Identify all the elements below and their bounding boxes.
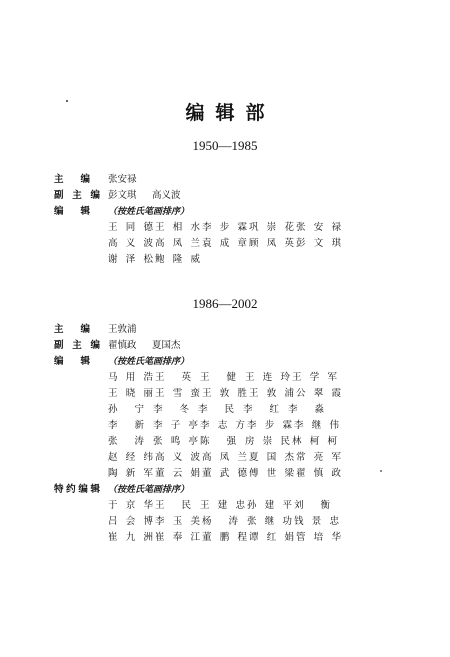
page-title: 编辑部 [185, 102, 276, 124]
person-name: 王民 [155, 500, 191, 511]
name-row [0, 220, 450, 236]
name-row [0, 450, 450, 466]
person-name: 管培华 [296, 532, 341, 543]
person-name: 李继伟 [294, 420, 339, 431]
role-label: 副主编 [54, 340, 100, 351]
chief-editor-row [0, 322, 450, 338]
person-name: 高义波 [152, 190, 181, 201]
person-name: 张安禄 [108, 174, 137, 185]
role-label: 编辑 [54, 356, 90, 367]
name-list [108, 402, 333, 418]
person-name: 李步霖 [247, 420, 292, 431]
person-name: 谭红娟 [249, 532, 294, 543]
person-name: 傅世梁 [249, 468, 294, 479]
person-name: 巩崇花 [249, 222, 294, 233]
role-label: 主编 [54, 174, 90, 185]
person-name: 翟慎政 [296, 468, 341, 479]
person-name: 李民 [198, 404, 234, 415]
name-row [0, 370, 450, 386]
person-name: 王相水 [155, 222, 200, 233]
person-name: 王敦浦 [249, 388, 294, 399]
name-row [0, 498, 450, 514]
person-name: 董云娟 [155, 468, 200, 479]
period-block-2 [0, 322, 450, 546]
name-list [108, 450, 343, 466]
name-list [108, 466, 343, 482]
person-name: 谢泽松 [108, 254, 153, 265]
person-name: 崔九洲 [108, 532, 153, 543]
person-name: 钱景忠 [294, 516, 339, 527]
special-editors-note-row [0, 482, 450, 498]
person-name: 王建忠 [200, 500, 245, 511]
person-name: 赵经纬 [108, 452, 153, 463]
name-row [0, 434, 450, 450]
name-list [108, 386, 343, 402]
person-name: 彭文琪 [108, 190, 137, 201]
person-name: 林柯柯 [292, 436, 337, 447]
name-row [0, 514, 450, 530]
person-name: 王健 [200, 372, 236, 383]
person-name: 张涛 [108, 436, 144, 447]
person-name: 翟慎政 [108, 340, 137, 351]
person-name: 陶新军 [108, 468, 153, 479]
person-name: 李步霖 [202, 222, 247, 233]
person-name: 李子亭 [153, 420, 198, 431]
name-list [108, 252, 202, 268]
name-list [108, 434, 339, 450]
special-editors-grid [0, 498, 450, 546]
person-name: 高凤兰 [202, 452, 247, 463]
name-row [0, 530, 450, 546]
name-row [0, 236, 450, 252]
role-label: 特约编辑 [54, 484, 100, 495]
role-label: 编辑 [54, 206, 90, 217]
name-list [108, 418, 341, 434]
person-name: 李红 [243, 404, 279, 415]
person-name: 李新 [108, 420, 144, 431]
person-name: 李淼 [288, 404, 324, 415]
person-name: 王雪蛮 [155, 388, 200, 399]
sort-note: （按姓氏笔画排序） [108, 357, 190, 367]
person-name: 高义波 [108, 238, 153, 249]
person-name: 公翠霞 [296, 388, 341, 399]
person-name: 王同德 [108, 222, 153, 233]
role-label: 副主编 [54, 190, 100, 201]
period-block-1 [0, 172, 450, 268]
editors-note-row [0, 354, 450, 370]
deputy-editor-names [108, 188, 196, 204]
person-name: 孙宁 [108, 404, 144, 415]
person-name: 马用浩 [108, 372, 153, 383]
person-name: 王英 [155, 372, 191, 383]
deputy-editor-names [108, 338, 196, 354]
name-row [0, 418, 450, 434]
name-list [108, 370, 339, 386]
name-list [108, 530, 343, 546]
name-list [108, 498, 339, 514]
person-name: 张安禄 [296, 222, 341, 233]
deputy-editor-row [0, 188, 450, 204]
name-row [0, 386, 450, 402]
sort-note: （按姓氏笔画排序） [108, 207, 190, 217]
role-label: 主编 [54, 324, 90, 335]
person-name: 陈强 [200, 436, 236, 447]
editors-note-row [0, 204, 450, 220]
person-name: 李玉美 [155, 516, 200, 527]
person-name: 彭文琪 [296, 238, 341, 249]
person-name: 王晓丽 [108, 388, 153, 399]
person-name: 常亮军 [296, 452, 341, 463]
editors-grid [0, 370, 450, 482]
person-name: 杨涛 [202, 516, 238, 527]
person-name: 袁成章 [202, 238, 247, 249]
person-name: 鲍隆威 [155, 254, 200, 265]
chief-editor-names [108, 172, 152, 188]
deputy-editor-row [0, 338, 450, 354]
person-name: 房崇民 [245, 436, 290, 447]
person-name: 张继功 [247, 516, 292, 527]
person-name: 王敦浦 [108, 324, 137, 335]
person-name: 王学军 [292, 372, 337, 383]
name-list [108, 514, 341, 530]
person-name: 董鹏程 [202, 532, 247, 543]
chief-editor-row [0, 172, 450, 188]
name-row [0, 466, 450, 482]
person-name: 高凤兰 [155, 238, 200, 249]
person-name: 刘衡 [294, 500, 330, 511]
period-heading-2: 1986—2002 [192, 296, 258, 311]
person-name: 董武德 [202, 468, 247, 479]
person-name: 崔奉江 [155, 532, 200, 543]
person-name: 王连玲 [245, 372, 290, 383]
name-list [108, 220, 343, 236]
person-name: 王敦胜 [202, 388, 247, 399]
sort-note: （按姓氏笔画排序） [108, 485, 190, 495]
person-name: 李冬 [153, 404, 189, 415]
person-name: 吕会博 [108, 516, 153, 527]
person-name: 孙建平 [247, 500, 292, 511]
name-row [0, 252, 450, 268]
name-list [108, 236, 343, 252]
person-name: 高义波 [155, 452, 200, 463]
person-name: 夏国杰 [249, 452, 294, 463]
person-name: 于京华 [108, 500, 153, 511]
chief-editor-names [108, 322, 152, 338]
person-name: 夏国杰 [152, 340, 181, 351]
person-name: 张鸣亭 [153, 436, 198, 447]
person-name: 李志方 [200, 420, 245, 431]
editors-grid [0, 220, 450, 268]
name-row [0, 402, 450, 418]
period-heading-1: 1950—1985 [192, 138, 258, 153]
person-name: 顾凤英 [249, 238, 294, 249]
